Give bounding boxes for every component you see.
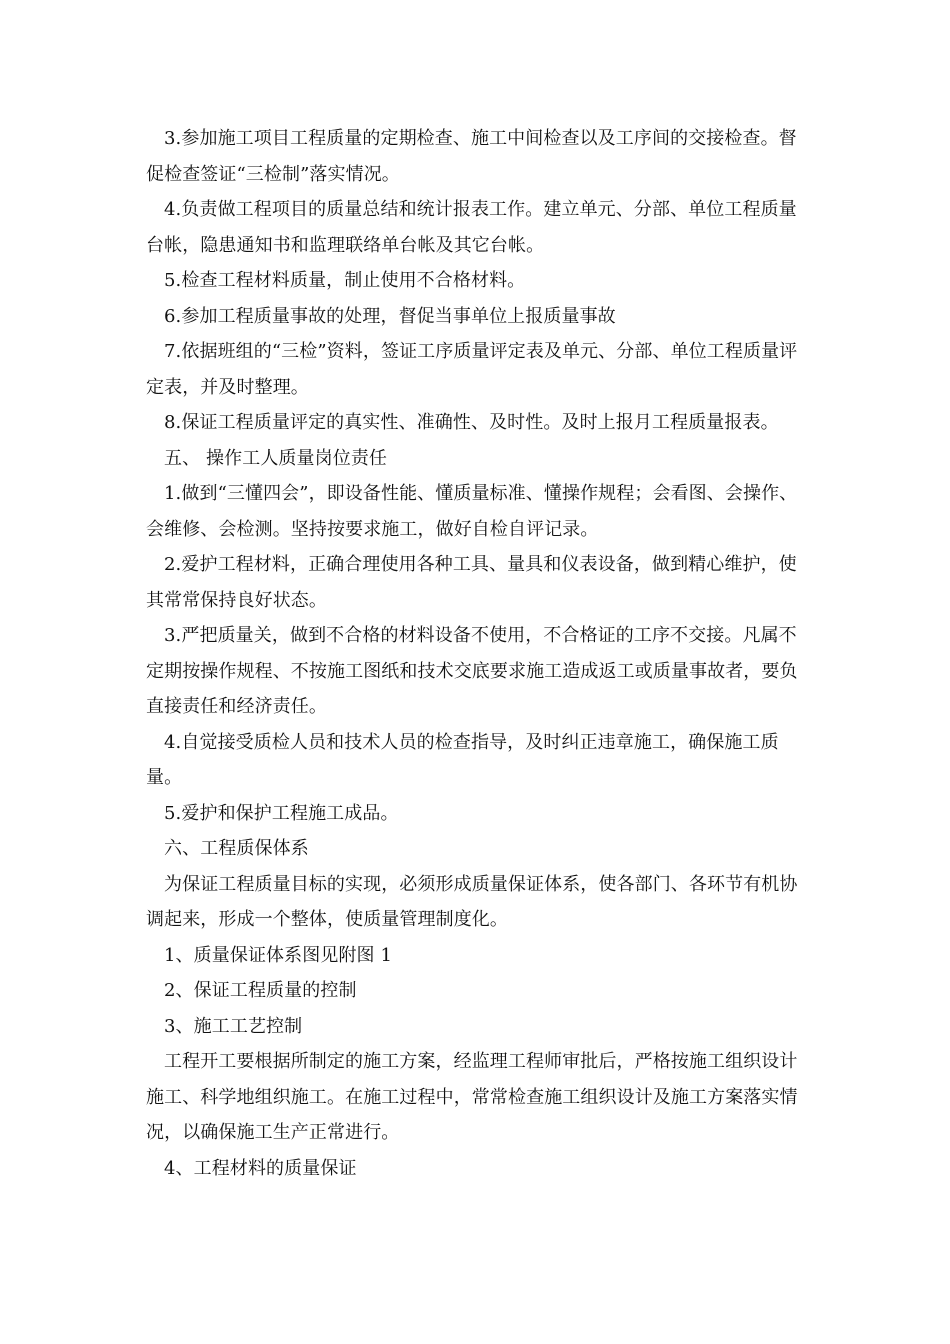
paragraph: 1.做到“三懂四会”，即设备性能、懂质量标准、懂操作规程；会看图、会操作、会维修、会检测。坚持按要求施工，做好自检自评记录。	[146, 483, 798, 540]
paragraph: 7.依据班组的“三检”资料，签证工序质量评定表及单元、分部、单位工程质量评定表，并及时整理。	[146, 341, 798, 398]
section-heading: 六、工程质保体系	[164, 838, 309, 859]
subsection-heading: 4、工程材料的质量保证	[164, 1157, 357, 1179]
subsection-heading: 2、保证工程质量的控制	[164, 980, 357, 1001]
subsection-heading: 3、施工工艺控制	[164, 1015, 303, 1037]
section-heading: 五、 操作工人质量岗位责任	[164, 447, 388, 469]
document-body	[146, 121, 812, 1186]
paragraph: 5.检查工程材料质量，制止使用不合格材料。	[164, 270, 526, 291]
subsection-heading: 1、质量保证体系图见附图 1	[164, 944, 393, 966]
paragraph: 为保证工程质量目标的实现，必须形成质量保证体系，使各部门、各环节有机协调起来，形成一个整体，使质量管理制度化。	[146, 873, 798, 930]
paragraph: 2.爱护工程材料，正确合理使用各种工具、量具和仪表设备，做到精心维护，使其常常保持良好状态。	[146, 554, 797, 611]
paragraph: 5.爱护和保护工程施工成品。	[164, 802, 399, 824]
paragraph: 8.保证工程质量评定的真实性、准确性、及时性。及时上报月工程质量报表。	[164, 412, 779, 433]
paragraph: 工程开工要根据所制定的施工方案，经监理工程师审批后，严格按施工组织设计施工、科学地组织施工。在施工过程中，常常检查施工组织设计及施工方案落实情况，以确保施工生产正常进行。	[146, 1051, 798, 1143]
paragraph: 6.参加工程质量事故的处理，督促当事单位上报质量事故	[164, 305, 616, 327]
paragraph: 4.负责做工程项目的质量总结和统计报表工作。建立单元、分部、单位工程质量台帐，隐患通知书和监理联络单台帐及其它台帐。	[146, 199, 797, 256]
paragraph: 4.自觉接受质检人员和技术人员的检查指导，及时纠正违章施工，确保施工质量。	[146, 731, 779, 788]
paragraph: 3.参加施工项目工程质量的定期检查、施工中间检查以及工序间的交接检查。督促检查签证“三检制”落实情况。	[146, 128, 797, 185]
paragraph: 3.严把质量关，做到不合格的材料设备不使用，不合格证的工序不交接。凡属不定期按操作规程、不按施工图纸和技术交底要求施工造成返工或质量事故者，要负直接责任和经济责任。	[146, 625, 798, 717]
